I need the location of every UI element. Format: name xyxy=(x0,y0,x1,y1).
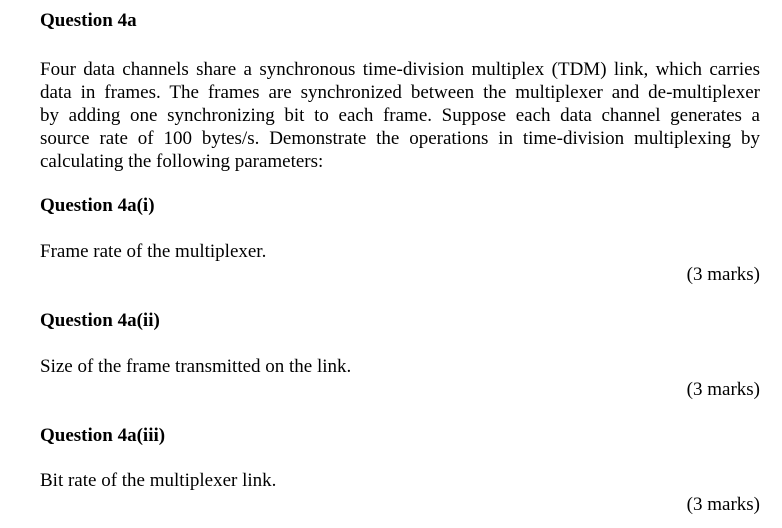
part-text-iii: Bit rate of the multiplexer link. xyxy=(40,470,277,491)
part-title-i: Question 4a(i) xyxy=(40,195,155,216)
intro-line: Four data channels share a synchronous time-division multiplex (TDM) link, which carries xyxy=(40,59,760,80)
part-marks-ii: (3 marks) xyxy=(686,379,760,400)
question-title: Question 4a xyxy=(40,10,137,31)
part-marks-i: (3 marks) xyxy=(686,264,760,285)
intro-line: source rate of 100 bytes/s. Demonstrate the operations in time-division multiplexing by xyxy=(40,128,760,149)
intro-line: data in frames. The frames are synchronized between the multiplexer and de-multiplexer xyxy=(40,82,760,103)
question-intro xyxy=(40,58,760,173)
part-text-ii: Size of the frame transmitted on the link. xyxy=(40,356,352,377)
intro-line: calculating the following parameters: xyxy=(40,151,324,172)
part-title-ii: Question 4a(ii) xyxy=(40,310,160,331)
intro-line: by adding one synchronizing bit to each frame. Suppose each data channel generates a xyxy=(40,105,760,126)
part-title-iii: Question 4a(iii) xyxy=(40,425,166,446)
part-text-i: Frame rate of the multiplexer. xyxy=(40,241,267,262)
part-marks-iii: (3 marks) xyxy=(686,494,760,515)
